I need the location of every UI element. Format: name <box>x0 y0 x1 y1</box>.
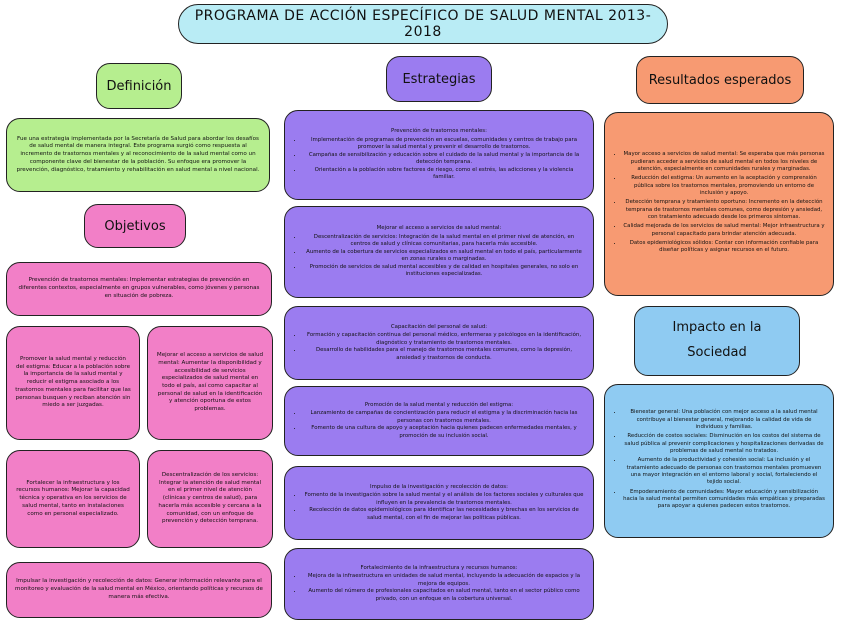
objetivo-text: Mejorar el acceso a servicios de salud mental: Aumentar la disponibilidad y accesibilidad de servicios especializados de salud mental en todo el país, así como capacitar al personal de salud en la identificación y atención oportuna de estos problemas. <box>156 352 264 413</box>
impacto-item: • Reducción de costos sociales: Disminución en los costos del sistema de salud pública al prevenir complicaciones y hospitalizaciones derivadas de problemas de salud mental no tratados. <box>623 433 825 455</box>
objetivo-text: Promover la salud mental y reducción del estigma: Educar a la población sobre la importancia de la salud mental y reducir el estigma asociado a los trastornos mentales para facilitar que las personas busquen y reciban atención sin miedo a ser juzgadas. <box>15 355 131 409</box>
objetivo-descentralizacion <box>147 450 273 548</box>
estrategia-prevencion <box>284 110 594 200</box>
resultados-header-text: Resultados esperados <box>648 72 792 88</box>
impacto-header-line1: Impacto en la <box>672 320 762 336</box>
estrategia-acceso <box>284 206 594 298</box>
estrategia-item: • Mejora de la infraestructura en unidades de salud mental, incluyendo la adecuación de espacios y la mejora de equipos. <box>303 573 585 588</box>
estrategias-header <box>386 56 492 102</box>
estrategia-capacitacion <box>284 306 594 380</box>
estrategia-head: Prevención de trastornos mentales: <box>391 128 487 135</box>
objetivo-infraestructura <box>6 450 140 548</box>
resultados-box <box>604 112 834 296</box>
impacto-header-line2: Sociedad <box>687 345 747 360</box>
objetivo-acceso <box>147 326 273 440</box>
resultado-item: • Reducción del estigma: Un aumento en la aceptación y comprensión pública sobre los trastornos mentales, promoviendo un entorno de inclusión y apoyo. <box>623 175 825 197</box>
resultado-item: • Calidad mejorada de los servicios de salud mental: Mejor infraestructura y personal capacitado para brindar atención adecuada. <box>623 223 825 238</box>
estrategia-item: • Campañas de sensibilización y educación sobre el cuidado de la salud mental y la importancia de la detección temprana. <box>303 152 585 167</box>
page-title <box>178 4 668 44</box>
objetivo-text: Prevención de trastornos mentales: Implementar estrategias de prevención en diferentes contextos, especialmente en grupos vulnerables, como jóvenes y personas en situación de pobreza. <box>18 277 260 299</box>
estrategia-item: • Orientación a la población sobre factores de riesgo, como el estrés, las adicciones y la violencia familiar. <box>303 167 585 182</box>
estrategia-item: • Fomento de una cultura de apoyo y aceptación hacia quienes padecen enfermedades mentales, y promoción de su inclusión social. <box>303 425 585 440</box>
objetivo-prevencion <box>6 262 272 316</box>
objetivo-text: Fortalecer la infraestructura y los recursos humanos: Mejorar la capacidad técnica y operativa en los servicios de salud mental, tanto en instalaciones como en personal especializado. <box>16 479 130 517</box>
estrategia-promocion <box>284 386 594 456</box>
page-title-text: PROGRAMA DE ACCIÓN ESPECÍFICO DE SALUD MENTAL 2013-2018 <box>194 8 652 40</box>
estrategia-head: Mejorar el acceso a servicios de salud mental: <box>376 225 502 232</box>
resultado-item: • Detección temprana y tratamiento oportuno: Incremento en la detección temprana de trastornos mentales comunes, como depresión y ansiedad, con tratamiento adecuado desde los primeros síntomas. <box>623 199 825 221</box>
estrategia-item: • Desarrollo de habilidades para el manejo de trastornos mentales comunes, como la depresión, ansiedad y trastornos de conducta. <box>303 347 585 362</box>
definicion-box <box>6 118 270 192</box>
objetivo-promocion <box>6 326 140 440</box>
resultado-item: • Mayor acceso a servicios de salud mental: Se esperaba que más personas pudieran acceder a servicios de salud mental en todos los niveles de atención, especialmente en comunidades rurales y marginadas. <box>623 151 825 173</box>
estrategia-head: Impulso de la investigación y recolección de datos: <box>370 483 508 490</box>
estrategia-head: Fortalecimiento de la infraestructura y recursos humanos: <box>360 564 518 571</box>
estrategia-head: Promoción de la salud mental y reducción del estigma: <box>364 401 514 408</box>
estrategia-investigacion <box>284 466 594 540</box>
objetivos-header <box>84 204 186 248</box>
impacto-box <box>604 384 834 538</box>
objetivo-investigacion <box>6 562 272 618</box>
objetivos-header-text: Objetivos <box>104 218 166 234</box>
estrategia-item: • Implementación de programas de prevención en escuelas, comunidades y centros de trabajo para promover la salud mental y prevenir el desarrollo de trastornos. <box>303 137 585 152</box>
estrategia-item: • Recolección de datos epidemiológicos para identificar las necesidades y brechas en los servicios de salud mental, con el fin de mejorar las políticas públicas. <box>303 507 585 522</box>
resultados-header <box>636 56 804 104</box>
estrategia-item: • Formación y capacitación continua del personal médico, enfermeras y psicólogos en la identificación, diagnóstico y tratamiento de trastornos mentales. <box>303 332 585 347</box>
estrategia-item: • Aumento del número de profesionales capacitados en salud mental, tanto en el sector público como privado, con un enfoque en la cobertura universal. <box>303 588 585 603</box>
estrategia-head: Capacitación del personal de salud: <box>390 323 488 330</box>
estrategia-item: • Descentralización de servicios: Integración de la salud mental en el primer nivel de atención, en centros de salud y clínicas comunitarias, para hacerla más accesible. <box>303 234 585 249</box>
objetivo-text: Impulsar la investigación y recolección de datos: Generar información relevante para el monitoreo y evaluación de la salud mental en México, orientando políticas y recursos de manera más efectiva. <box>15 578 263 600</box>
definicion-header <box>96 63 182 109</box>
resultado-item: • Datos epidemiológicos sólidos: Contar con información confiable para diseñar políticas y asignar recursos en el futuro. <box>623 240 825 255</box>
impacto-item: • Bienestar general: Una población con mejor acceso a la salud mental contribuye al bienestar general, mejorando la calidad de vida de individuos y familias. <box>623 409 825 431</box>
impacto-header <box>634 306 800 376</box>
estrategia-item: • Fomento de la investigación sobre la salud mental y el análisis de los factores sociales y culturales que influyen en la prevalencia de trastornos mentales. <box>303 492 585 507</box>
estrategias-header-text: Estrategias <box>402 71 476 87</box>
definicion-header-text: Definición <box>106 78 172 94</box>
estrategia-infraestructura <box>284 548 594 620</box>
estrategia-item: • Aumento de la cobertura de servicios especializados en salud mental en todo el país, particularmente en zonas rurales o marginadas. <box>303 249 585 264</box>
estrategia-item: • Lanzamiento de campañas de concientización para reducir el estigma y la discriminación hacia las personas con trastornos mentales. <box>303 410 585 425</box>
impacto-item: • Empoderamiento de comunidades: Mayor educación y sensibilización hacia la salud mental permiten comunidades más empáticas y preparadas para apoyar a quienes padecen estos trastornos. <box>623 489 825 511</box>
impacto-item: • Aumento de la productividad y cohesión social: La inclusión y el tratamiento adecuado de personas con trastornos mentales promueven una mayor integración en el entorno laboral y social, fortaleciendo el tejido social. <box>623 457 825 486</box>
estrategia-item: • Promoción de servicios de salud mental accesibles y de calidad en hospitales generales, no solo en instituciones especializadas. <box>303 264 585 279</box>
objetivo-text: Descentralización de los servicios: Integrar la atención de salud mental en el primer nivel de atención (clínicas y centros de salud), para hacerla más accesible y cercana a la comunidad, con un enfoque de prevención y detección temprana. <box>158 471 262 525</box>
definicion-text: Fue una estrategia implementada por la Secretaría de Salud para abordar los desafíos de salud mental de manera integral. Este programa surgió como respuesta al incremento de trastornos mentales y al reconocimiento de la salud mental como un componente clave del bienestar de la población. Su enfoque era promover la prevención, diagnóstico, tratamiento y rehabilitación en salud mental a nivel nacional. <box>16 135 260 173</box>
